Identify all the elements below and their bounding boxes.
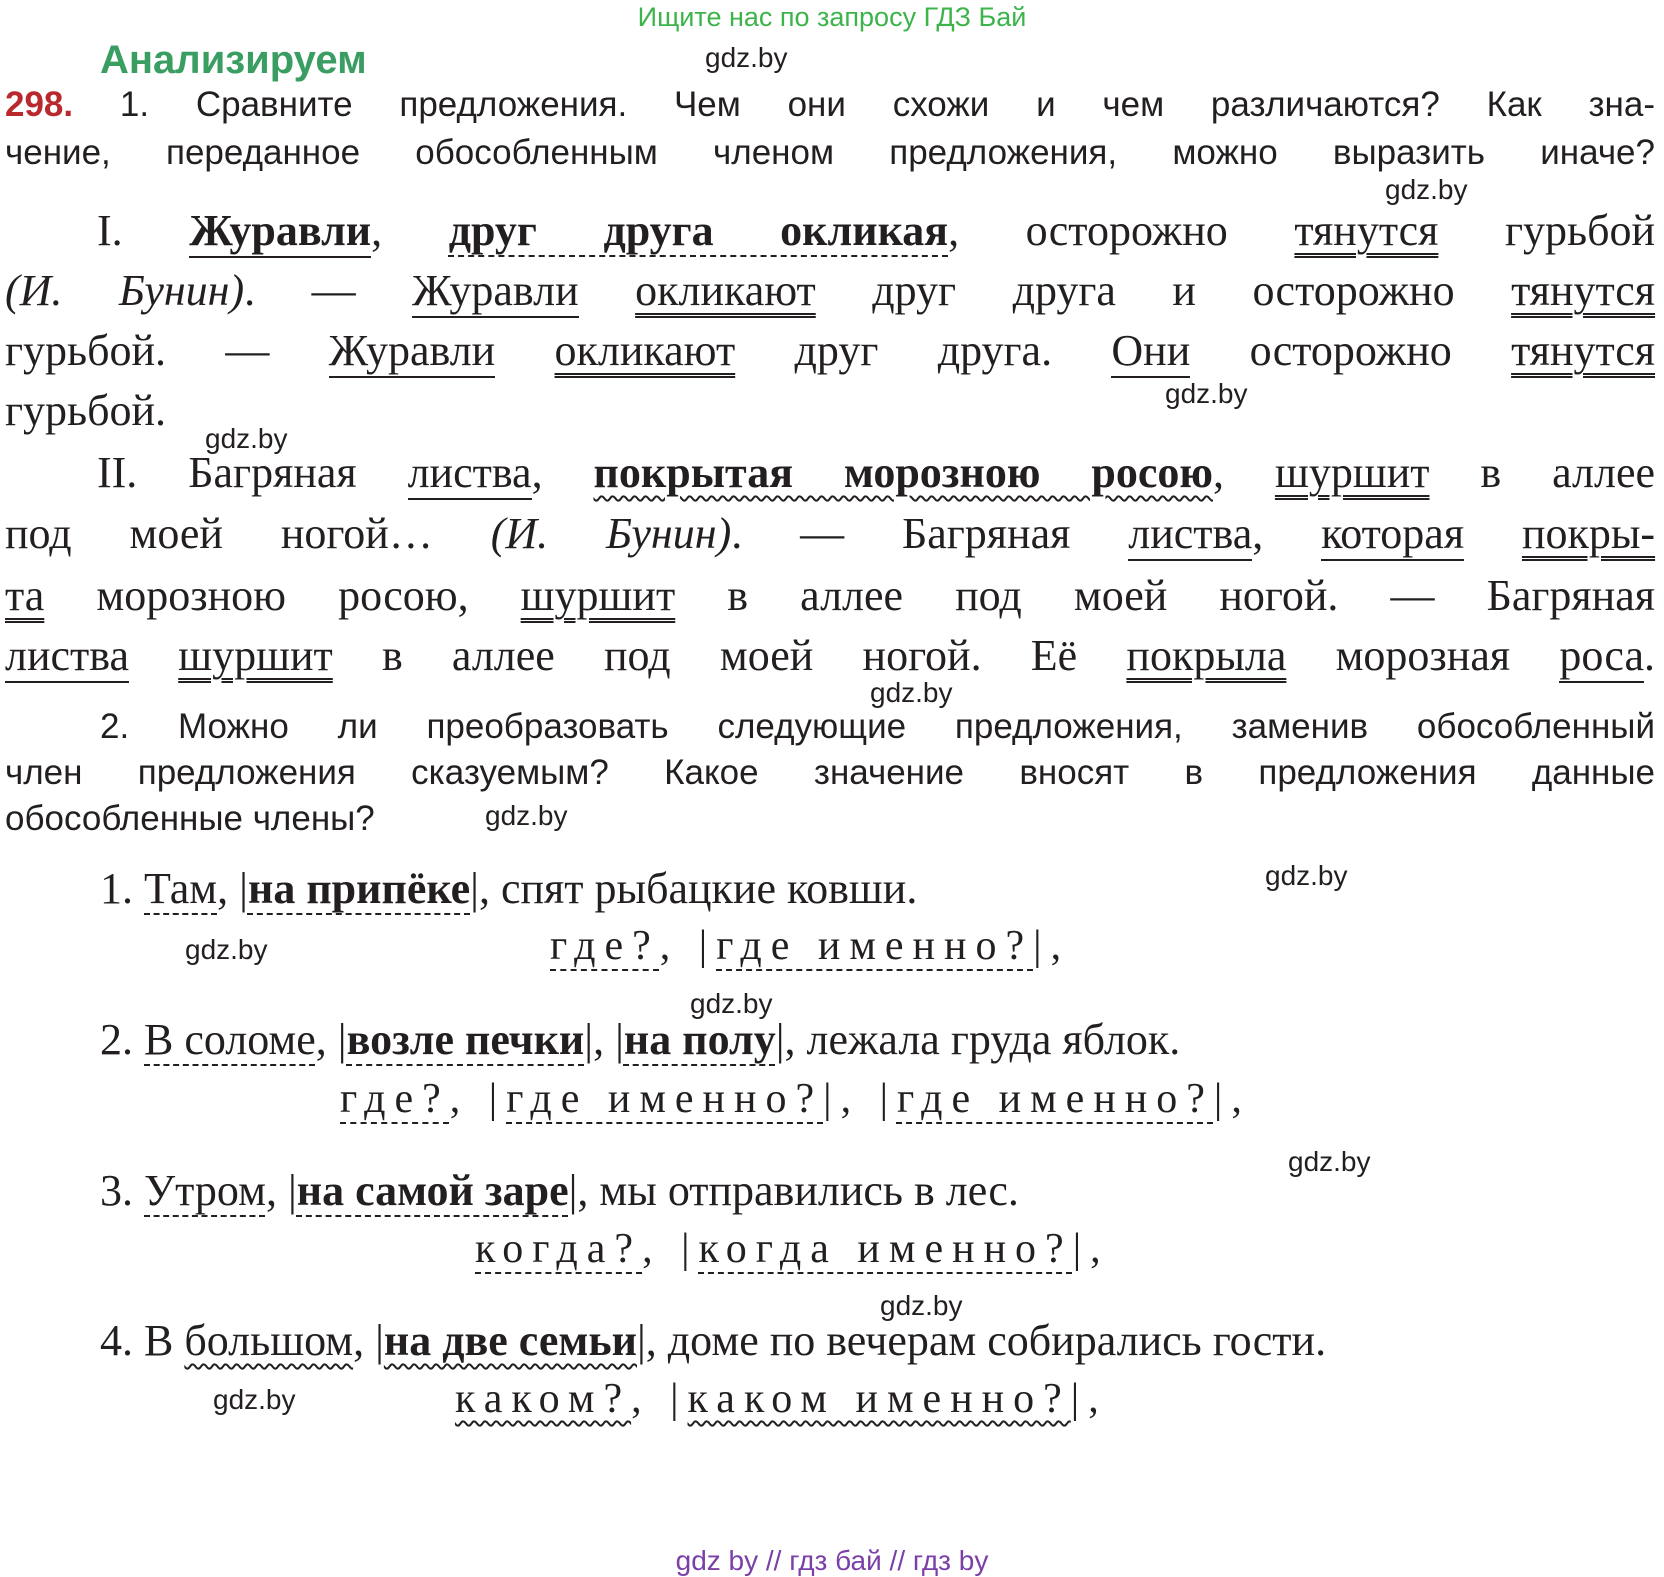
text: спят рыбацкие ковши. (500, 864, 918, 913)
example-1-questions: где?, |где именно?|, (550, 923, 1071, 969)
isolated-member: на полу (623, 1015, 776, 1064)
predicate: тянутся (1294, 206, 1439, 255)
part2-line-1: II. Багряная листва, покрытая морозною росою, шуршит в аллее (5, 447, 1655, 498)
question: где именно? (506, 1076, 824, 1122)
text: гурьбой. (5, 386, 167, 435)
example-number: 2. (100, 1015, 133, 1064)
isolated-member: возле печки (346, 1015, 585, 1064)
subject: Журавли (189, 206, 371, 258)
text: друг друга и осторожно (872, 266, 1455, 315)
watermark: gdz.by (213, 1384, 296, 1415)
example-number: 4. (100, 1316, 133, 1365)
example-number: 3. (100, 1166, 133, 1215)
example-3: 3. Утром, |на самой заре|, мы отправились в лес. (100, 1166, 1019, 1215)
question: каком именно? (687, 1376, 1071, 1422)
subject: листва (408, 448, 532, 500)
subject: листва (5, 631, 129, 683)
attribute: большом (184, 1316, 354, 1365)
part2-line-2: под моей ногой… (И. Бунин). — Багряная листва, которая покры- (5, 508, 1655, 559)
roman-numeral: II. (97, 448, 189, 497)
preposition: В (144, 1316, 174, 1365)
subject: Журавли (329, 326, 496, 378)
relative-pronoun: которая (1321, 509, 1464, 561)
watermark: gdz.by (1165, 378, 1248, 409)
part1-line-3 (5, 325, 1655, 376)
question: где? (340, 1076, 450, 1122)
watermark: gdz.by (485, 800, 568, 831)
task-298-line-1 (5, 80, 1655, 130)
top-note: Ищите нас по запросу ГДЗ Бай (637, 2, 1027, 32)
subject: Они (1111, 326, 1190, 378)
watermark: gdz.by (705, 42, 788, 73)
question: каком? (455, 1376, 632, 1422)
adverbial: В соломе (144, 1015, 316, 1064)
question: где именно? (716, 923, 1034, 969)
text: доме по вечерам собирались гости. (667, 1316, 1327, 1365)
text: гурьбой. (5, 326, 167, 375)
task-298-line-2: чение, переданное обособленным членом предложения, можно выразить иначе? (5, 133, 1655, 172)
adverb: осторожно (1025, 206, 1228, 255)
subject: Журавли (412, 266, 579, 318)
watermark: gdz.by (870, 677, 953, 708)
participle-phrase: покрытая морозною росою (593, 448, 1213, 497)
participle-phrase: друг друга окликая (448, 206, 949, 255)
predicate: шуршит (178, 631, 333, 680)
isolated-member: на две семьи (383, 1316, 637, 1365)
watermark: gdz.by (185, 934, 268, 965)
part2-line-4: листва шуршит в аллее под моей ногой. Её покрыла морозная роса. (5, 630, 1655, 681)
question: где именно? (896, 1076, 1214, 1122)
text: друг друга. (794, 326, 1053, 375)
text: в аллее под моей ногой. Её (381, 631, 1078, 680)
text: Багряная (901, 509, 1071, 558)
task-2-line-3: обособленные члены? (5, 799, 375, 838)
watermark: gdz.by (690, 988, 773, 1019)
watermark: gdz.by (205, 423, 288, 454)
predicate: покры- (1521, 509, 1656, 558)
question: когда именно? (698, 1226, 1073, 1272)
adverbial: Утром (144, 1166, 266, 1215)
text: мы отправились в лес. (599, 1166, 1019, 1215)
example-4: 4. В большом, |на две семьи|, доме по вечерам собирались гости. (100, 1316, 1327, 1365)
part1-line-2: (И. Бунин). — Журавли окликают друг друга и осторожно тянутся (5, 265, 1655, 316)
example-4-questions: каком?, |каком именно?|, (455, 1376, 1108, 1422)
predicate: тянутся (1511, 326, 1656, 375)
predicate: тянутся (1511, 266, 1656, 315)
text: в аллее под моей ногой. (727, 571, 1339, 620)
task-number: 298. (5, 85, 74, 124)
dash: — (800, 509, 845, 558)
predicate: окликают (554, 326, 736, 375)
subject: листва (1128, 509, 1252, 561)
question: когда? (475, 1226, 643, 1272)
part1-line-1: I. Журавли, друг друга окликая, осторожно тянутся гурьбой (5, 205, 1655, 256)
predicate: шуршит (1274, 448, 1430, 497)
adverb: осторожно (1249, 326, 1452, 375)
text: под моей ногой… (5, 509, 433, 558)
predicate: покрыла (1126, 631, 1287, 680)
watermark: gdz.by (1265, 860, 1348, 891)
question: где? (550, 923, 660, 969)
dash: — (311, 266, 356, 315)
text: гурьбой (1504, 206, 1656, 255)
text: Багряная (188, 448, 357, 497)
text: Багряная (1486, 571, 1655, 620)
example-number: 1. (100, 864, 133, 913)
predicate: та (5, 571, 45, 620)
subject: роса (1559, 631, 1644, 683)
task-2-line-2: член предложения сказуемым? Какое значение вносят в предложения данные (5, 753, 1655, 792)
text: морозною росою, (96, 571, 469, 620)
example-3-questions: когда?, |когда именно?|, (475, 1226, 1110, 1272)
section-title: Анализируем (100, 38, 367, 82)
example-2: 2. В соломе, |возле печки|, |на полу|, лежала груда яблок. (100, 1015, 1181, 1064)
task-2-line-1: 2. Можно ли преобразовать следующие предложения, заменив обособленный (100, 707, 1655, 746)
adverbial: Там (144, 864, 218, 913)
author: (И. Бунин) (490, 509, 732, 558)
watermark: gdz.by (1288, 1146, 1371, 1177)
part2-line-3 (5, 570, 1655, 621)
watermark: gdz.by (1385, 174, 1468, 205)
task-text: 1. Сравните предложения. Чем они схожи и чем различаются? Как зна- (73, 85, 1655, 124)
predicate: окликают (635, 266, 816, 315)
isolated-member: на припёке (247, 864, 471, 913)
dash: — (225, 326, 270, 375)
watermark: gdz.by (880, 1290, 963, 1321)
example-2-questions: где?, |где именно?|, |где именно?|, (340, 1076, 1251, 1122)
example-1: 1. Там, |на припёке|, спят рыбацкие ковши. (100, 864, 918, 913)
isolated-member: на самой заре (296, 1166, 569, 1215)
roman-numeral: I. (97, 206, 190, 255)
text: морозная (1335, 631, 1511, 680)
footer-watermark: gdz by // гдз бай // гдз by (675, 1545, 989, 1576)
text: лежала груда яблок. (806, 1015, 1181, 1064)
text: в аллее (1480, 448, 1656, 497)
author: (И. Бунин) (5, 266, 245, 315)
dash: — (1390, 571, 1435, 620)
predicate: шуршит (520, 571, 676, 620)
